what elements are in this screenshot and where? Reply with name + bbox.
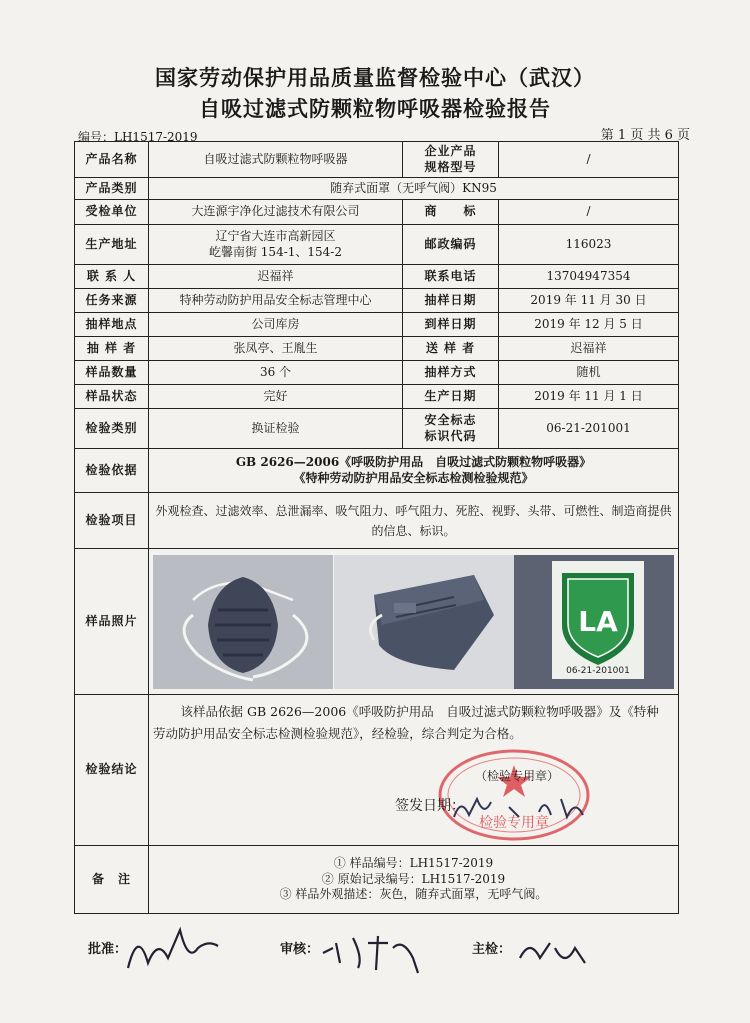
sign-date-label: 签发日期：: [395, 798, 465, 814]
unit-label: 受检单位: [75, 200, 149, 225]
la-label-photo: [514, 555, 674, 689]
category-value: 随弃式面罩（无呼气阀）KN95: [149, 178, 679, 200]
table-row: [75, 409, 679, 449]
phone-value: 13704947354: [499, 265, 679, 289]
handwritten-date: [449, 787, 599, 827]
items-label: 检验项目: [75, 493, 149, 549]
la-logo-text: LA: [578, 604, 618, 638]
product-name-value: 自吸过滤式防颗粒物呼吸器: [149, 142, 403, 178]
sender-value: 迟福祥: [499, 337, 679, 361]
table-row: [75, 385, 679, 409]
report-title: 自吸过滤式防颗粒物呼吸器检验报告: [199, 96, 551, 121]
report-table: [74, 141, 679, 914]
sampler-label: 抽 样 者: [75, 337, 149, 361]
sampler-value: 张凤亭、王胤生: [149, 337, 403, 361]
unit-value: 大连源宇净化过滤技术有限公司: [149, 200, 403, 225]
test-type-value: 换证检验: [149, 409, 403, 449]
test-type-label: 检验类别: [75, 409, 149, 449]
approve-label: 批准：: [88, 942, 128, 957]
mark-code-label: 安全标志 标识代码: [403, 409, 499, 449]
product-name-label: 产品名称: [75, 142, 149, 178]
conclusion-text: 该样品依据 GB 2626—2006《呼吸防护用品 自吸过滤式防颗粒物呼吸器》及《特种劳动防护用品安全标志检测检验规范》，经检验，综合判定为合格。: [153, 704, 659, 741]
mask-folded-photo: [334, 555, 514, 689]
sampling-date-value: 2019 年 11 月 30 日: [499, 289, 679, 313]
arrival-date-label: 到样日期: [403, 313, 499, 337]
model-value: /: [499, 142, 679, 178]
qty-value: 36 个: [149, 361, 403, 385]
table-row: [75, 846, 679, 914]
arrival-date-value: 2019 年 12 月 5 日: [499, 313, 679, 337]
status-label: 样品状态: [75, 385, 149, 409]
note-item: ① 样品编号：LH1517-2019: [333, 856, 494, 871]
photos-cell: [149, 549, 679, 695]
main-inspector-label: 主检：: [472, 942, 512, 957]
table-row: [75, 361, 679, 385]
prod-date-label: 生产日期: [403, 385, 499, 409]
report-number: 编号：LH1517-2019: [78, 130, 198, 144]
postcode-label: 邮政编码: [403, 225, 499, 265]
page-indicator: 第 1 页 共 6 页: [600, 128, 690, 143]
table-row: [75, 225, 679, 265]
table-row: [75, 142, 679, 178]
trademark-value: /: [499, 200, 679, 225]
table-row: [75, 313, 679, 337]
basis-label: 检验依据: [75, 449, 149, 493]
contact-value: 迟福祥: [149, 265, 403, 289]
notes-cell: [149, 846, 679, 914]
table-row: [75, 200, 679, 225]
category-label: 产品类别: [75, 178, 149, 200]
table-row: [75, 289, 679, 313]
table-row: [75, 549, 679, 695]
photos-label: 样品照片: [75, 549, 149, 695]
table-row: [75, 265, 679, 289]
center-title: 国家劳动保护用品质量监督检验中心（武汉）: [155, 65, 595, 90]
approver-signature: [118, 918, 228, 978]
sender-label: 送 样 者: [403, 337, 499, 361]
qty-label: 样品数量: [75, 361, 149, 385]
inspector-signature: [515, 928, 595, 978]
prod-date-value: 2019 年 11 月 1 日: [499, 385, 679, 409]
items-value: 外观检查、过滤效率、总泄漏率、吸气阻力、呼气阻力、死腔、视野、头带、可燃性、制造商提供的信息、标识。: [149, 493, 679, 549]
status-value: 完好: [149, 385, 403, 409]
contact-label: 联 系 人: [75, 265, 149, 289]
address-value: 辽宁省大连市高新园区 屹馨南街 154-1、154-2: [149, 225, 403, 265]
reviewer-signature: [318, 928, 428, 978]
notes-label: 备 注: [75, 846, 149, 914]
note-item: ② 原始记录编号：LH1517-2019: [321, 871, 506, 886]
la-code-text: 06-21-201001: [566, 665, 630, 676]
sampling-place-value: 公司库房: [149, 313, 403, 337]
conclusion-label: 检验结论: [75, 695, 149, 846]
task-source-value: 特种劳动防护用品安全标志管理中心: [149, 289, 403, 313]
model-label: 企业产品 规格型号: [403, 142, 499, 178]
basis-value: GB 2626—2006《呼吸防护用品 自吸过滤式防颗粒物呼吸器》 《特种劳动防护用品安全标志检测检验规范》: [149, 449, 679, 493]
table-row: [75, 493, 679, 549]
table-row: [75, 449, 679, 493]
method-value: 随机: [499, 361, 679, 385]
sampling-place-label: 抽样地点: [75, 313, 149, 337]
table-row: [75, 695, 679, 846]
stamp-subtitle: （检验专用章）: [475, 769, 560, 783]
conclusion-cell: [149, 695, 679, 846]
stamp-label: 检验专用章: [479, 815, 549, 831]
task-source-label: 任务来源: [75, 289, 149, 313]
sampling-date-label: 抽样日期: [403, 289, 499, 313]
mask-front-photo: [153, 555, 333, 689]
review-label: 审核：: [280, 942, 320, 957]
table-row: [75, 337, 679, 361]
postcode-value: 116023: [499, 225, 679, 265]
address-label: 生产地址: [75, 225, 149, 265]
trademark-label: 商 标: [403, 200, 499, 225]
method-label: 抽样方式: [403, 361, 499, 385]
phone-label: 联系电话: [403, 265, 499, 289]
table-row: [75, 178, 679, 200]
mark-code-value: 06-21-201001: [499, 409, 679, 449]
note-item: ③ 样品外观描述：灰色，随弃式面罩，无呼气阀。: [279, 887, 548, 902]
